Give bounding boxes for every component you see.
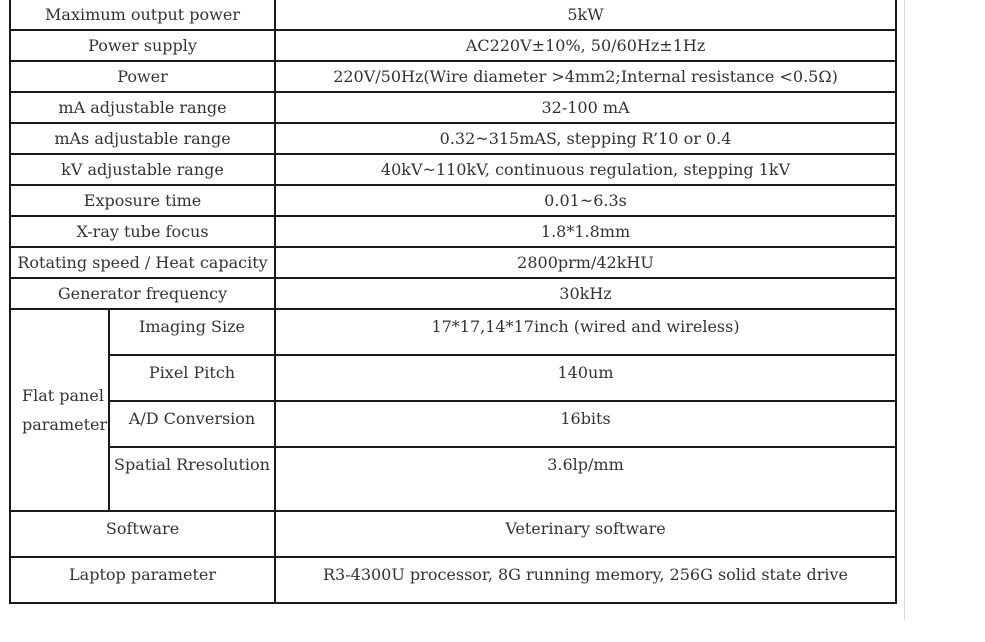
spec-value: 16bits	[275, 401, 896, 447]
spec-label: Exposure time	[10, 185, 275, 216]
flat-panel-group-label: Flat panel parameter	[10, 309, 109, 511]
spec-value: 1.8*1.8mm	[275, 216, 896, 247]
table-row	[10, 30, 896, 61]
spec-value: 40kV~110kV, continuous regulation, stepping 1kV	[275, 154, 896, 185]
table-row	[10, 0, 896, 30]
table-row	[10, 123, 896, 154]
spec-value: 0.01~6.3s	[275, 185, 896, 216]
spec-label: mA adjustable range	[10, 92, 275, 123]
spec-table	[9, 0, 897, 604]
table-row	[10, 247, 896, 278]
table-row	[10, 401, 896, 447]
spec-value: AC220V±10%, 50/60Hz±1Hz	[275, 30, 896, 61]
spec-value: Veterinary software	[275, 511, 896, 557]
spec-label: Software	[10, 511, 275, 557]
spec-sublabel: Pixel Pitch	[109, 355, 275, 401]
spec-value: 2800prm/42kHU	[275, 247, 896, 278]
spec-label: Rotating speed / Heat capacity	[10, 247, 275, 278]
spec-label: Generator frequency	[10, 278, 275, 309]
spec-label: Maximum output power	[10, 0, 275, 30]
spec-value: 3.6lp/mm	[275, 447, 896, 511]
spec-sublabel: Spatial Rresolution	[109, 447, 275, 511]
page-divider-line	[904, 0, 905, 620]
spec-label: mAs adjustable range	[10, 123, 275, 154]
spec-value: R3-4300U processor, 8G running memory, 256G solid state drive	[275, 557, 896, 603]
spec-value: 32-100 mA	[275, 92, 896, 123]
spec-label: Power supply	[10, 30, 275, 61]
spec-value: 5kW	[275, 0, 896, 30]
table-row	[10, 61, 896, 92]
spec-label: kV adjustable range	[10, 154, 275, 185]
spec-label: Power	[10, 61, 275, 92]
spec-value: 30kHz	[275, 278, 896, 309]
spec-value: 220V/50Hz(Wire diameter >4mm2;Internal resistance <0.5Ω)	[275, 61, 896, 92]
table-row	[10, 278, 896, 309]
table-row	[10, 92, 896, 123]
table-row	[10, 309, 896, 355]
table-row	[10, 154, 896, 185]
spec-value: 0.32~315mAS, stepping R’10 or 0.4	[275, 123, 896, 154]
spec-sublabel: Imaging Size	[109, 309, 275, 355]
table-row	[10, 511, 896, 557]
table-row	[10, 216, 896, 247]
spec-sublabel: A/D Conversion	[109, 401, 275, 447]
table-row	[10, 447, 896, 511]
spec-value: 17*17,14*17inch (wired and wireless)	[275, 309, 896, 355]
table-row	[10, 355, 896, 401]
spec-label: Laptop parameter	[10, 557, 275, 603]
table-row	[10, 185, 896, 216]
spec-value: 140um	[275, 355, 896, 401]
spec-label: X-ray tube focus	[10, 216, 275, 247]
table-row	[10, 557, 896, 603]
